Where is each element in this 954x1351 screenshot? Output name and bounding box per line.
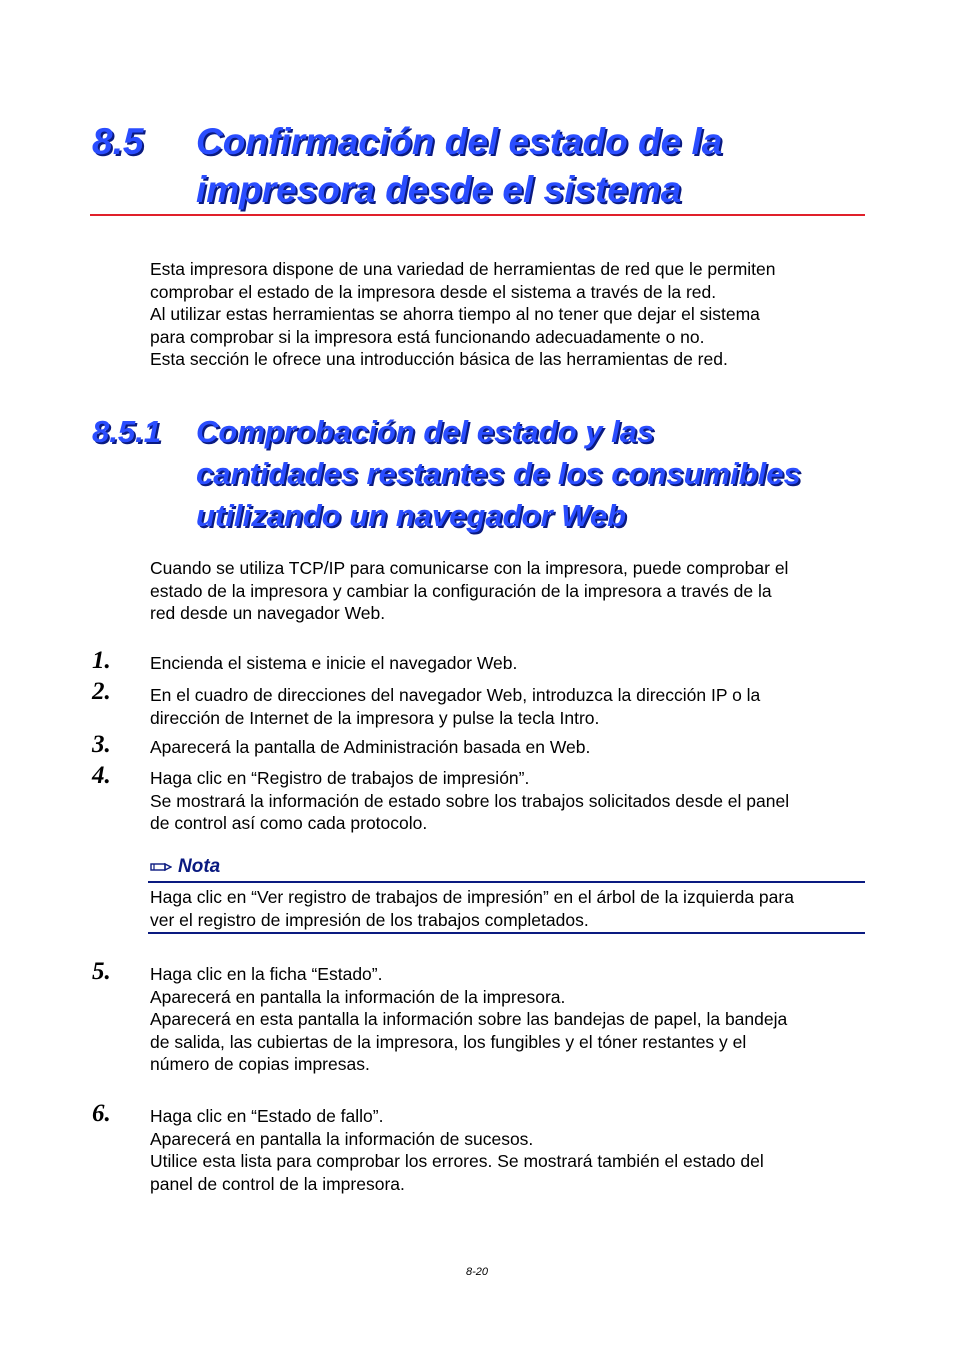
paragraph-line: Al utilizar estas herramientas se ahorra tiempo al no tener que dejar el sistema [150, 304, 760, 324]
subsection-title [196, 411, 801, 537]
subsection-title-line: Comprobación del estado y las [196, 414, 655, 449]
step-line: Haga clic en “Estado de fallo”. [150, 1106, 384, 1126]
note-top-rule [148, 881, 865, 883]
step-line: En el cuadro de direcciones del navegador Web, introduzca la dirección IP o la [150, 685, 761, 705]
step-text [150, 963, 787, 1076]
step-line: número de copias impresas. [150, 1054, 370, 1074]
step-line: Aparecerá en esta pantalla la información sobre las bandejas de papel, la bandeja [150, 1009, 788, 1029]
section-title-line: impresora desde el sistema [196, 169, 682, 210]
step-text [150, 1105, 764, 1195]
step-text [150, 767, 789, 835]
subsection-title-line: cantidades restantes de los consumibles [196, 456, 801, 491]
step-number: 1. [92, 647, 111, 674]
note-line-text: ver el registro de impresión de los trabajos completados. [150, 909, 589, 930]
page-number: 8-20 [465, 1266, 489, 1278]
step-text [150, 736, 590, 759]
step-number: 3. [92, 731, 111, 758]
paragraph-line: para comprobar si la impresora está funcionando adecuadamente o no. [150, 326, 705, 347]
step-number: 2. [92, 678, 111, 705]
section-intro [150, 258, 776, 371]
step-text [150, 652, 517, 675]
subsection-intro [150, 557, 788, 625]
step-number: 6. [92, 1100, 111, 1127]
step-line: Haga clic en “Registro de trabajos de impresión”. [150, 768, 530, 788]
step-number: 5. [92, 958, 111, 985]
section-title [196, 118, 722, 214]
paragraph-line: comprobar el estado de la impresora desde el sistema a través de la red. [150, 281, 717, 302]
subsection-number: 8.5.1 [92, 414, 161, 449]
step-line: Aparecerá en pantalla la información de la impresora. [150, 986, 566, 1007]
step-line: panel de control de la impresora. [150, 1173, 405, 1194]
paragraph-line: estado de la impresora y cambiar la configuración de la impresora a través de la [150, 580, 772, 601]
step-line: Se mostrará la información de estado sobre los trabajos solicitados desde el panel [150, 790, 790, 811]
step-text [150, 684, 760, 729]
step-line: Aparecerá la pantalla de Administración basada en Web. [150, 737, 591, 757]
paragraph-line: Esta sección le ofrece una introducción básica de las herramientas de red. [150, 349, 728, 369]
note-bottom-rule [148, 932, 865, 934]
paragraph-line: Esta impresora dispone de una variedad de herramientas de red que le permiten [150, 259, 776, 279]
section-rule [90, 214, 865, 216]
section-number: 8.5 [92, 121, 144, 162]
step-line: dirección de Internet de la impresora y pulse la tecla Intro. [150, 707, 600, 728]
subsection-title-line: utilizando un navegador Web [196, 498, 627, 533]
step-line: Utilice esta lista para comprobar los errores. Se mostrará también el estado del [150, 1151, 764, 1171]
paragraph-line: red desde un navegador Web. [150, 603, 386, 623]
note-heading [150, 856, 220, 878]
paragraph-line: Cuando se utiliza TCP/IP para comunicarse con la impresora, puede comprobar el [150, 558, 789, 578]
step-line: Haga clic en la ficha “Estado”. [150, 964, 383, 984]
step-line: de control así como cada protocolo. [150, 813, 428, 833]
note-line-text: Haga clic en “Ver registro de trabajos de impresión” en el árbol de la izquierda para [150, 887, 794, 907]
step-line: Encienda el sistema e inicie el navegador Web. [150, 653, 518, 673]
step-line: de salida, las cubiertas de la impresora, los fungibles y el tóner restantes y el [150, 1031, 747, 1052]
note-text [150, 886, 794, 931]
step-line: Aparecerá en pantalla la información de sucesos. [150, 1128, 534, 1149]
section-title-line: Confirmación del estado de la [196, 121, 723, 162]
step-number: 4. [92, 762, 111, 789]
note-label: Nota [178, 856, 221, 877]
pencil-icon [150, 861, 172, 873]
